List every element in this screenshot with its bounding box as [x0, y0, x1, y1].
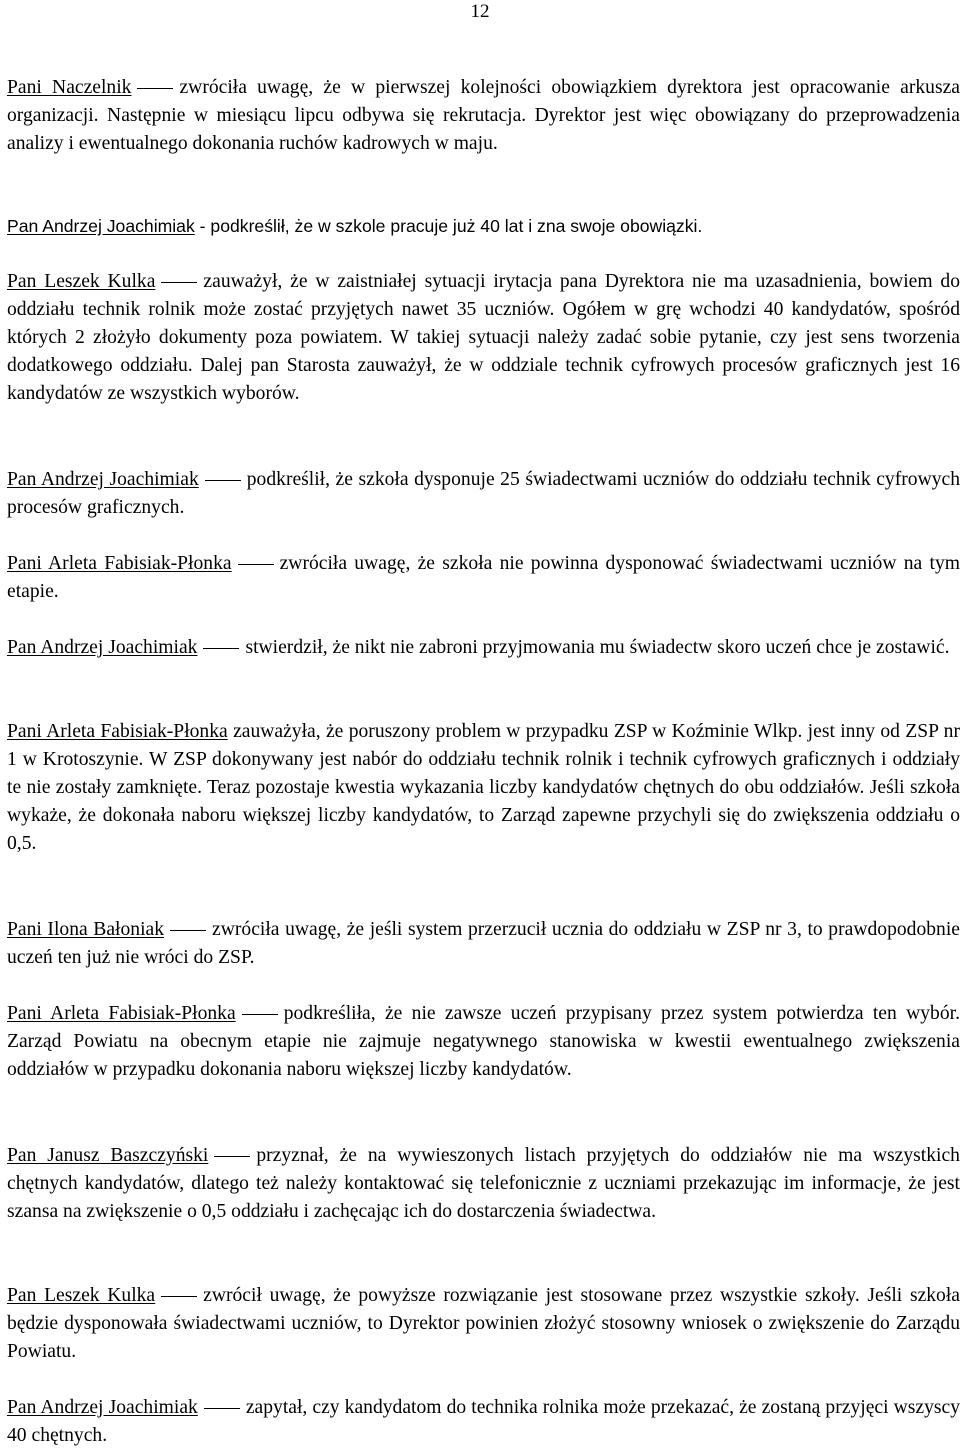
dash-separator	[214, 1156, 250, 1157]
dash-separator	[242, 1014, 278, 1015]
dash-separator	[205, 480, 241, 481]
dash-separator	[170, 930, 206, 931]
paragraph-text: podkreślił, że szkoła dysponuje 25 świadectwami uczniów do oddziału technik cyfrowych procesów graficznych.	[7, 469, 960, 518]
paragraph-text: zapytał, czy kandydatom do technika rolnika może przekazać, że zostaną przyjęci wszyscy 40 chętnych.	[7, 1397, 960, 1446]
paragraph-text: zauważyła, że poruszony problem w przypadku ZSP w Koźminie Wlkp. jest inny od ZSP nr 1 w Krotoszynie. W ZSP dokonywany jest nabór do oddziału technik rolnik i technik cyfrowych graficznych i oddziały te nie zostały zamknięte. Teraz pozostaje kwestia wykazania liczby kandydatów chętnych do obu oddziałów. Jeśli szkoła wykaże, że dokonała naboru większej liczby kandydatów, to Zarząd zapewne przychyli się do zwiększenia oddziału o 0,5.	[7, 721, 960, 854]
paragraph-text: zwrócił uwagę, że powyższe rozwiązanie jest stosowane przez wszystkie szkoły. Jeśli szkoła będzie dysponowała świadectwami uczniów, to Dyrektor powinien złożyć stosowny wniosek o zwiększenie do Zarządu Powiatu.	[7, 1285, 960, 1362]
speaker-name: Pan Andrzej Joachimiak	[7, 216, 195, 236]
speaker-name: Pani Arleta Fabisiak-Płonka	[7, 721, 228, 742]
paragraph-text: zwróciła uwagę, że jeśli system przerzucił ucznia do oddziału w ZSP nr 3, to prawdopodobnie uczeń ten już nie wróci do ZSP.	[7, 919, 960, 968]
paragraph-text: podkreśliła, że nie zawsze uczeń przypisany przez system potwierdza ten wybór. Zarząd Powiatu na obecnym etapie nie zajmuje negatywnego stanowiska w kwestii ewentualnego zwiększenia oddziałów w przypadku dokonania naboru większej liczby kandydatów.	[7, 1003, 960, 1080]
paragraph-10	[7, 1142, 960, 1226]
paragraph-9	[7, 1000, 960, 1084]
paragraph-text: przyznał, że na wywieszonych listach przyjętych do oddziałów nie ma wszystkich chętnych kandydatów, dlatego też należy kontaktować się telefonicznie z uczniami przekazując im informacje, że jest szansa na zwiększenie o 0,5 oddziału i zachęcając ich do dostarczenia świadectwa.	[7, 1145, 960, 1222]
speaker-name: Pan Leszek Kulka	[7, 1285, 156, 1306]
paragraph-5	[7, 550, 960, 606]
paragraph-4	[7, 466, 960, 522]
paragraph-11	[7, 1282, 960, 1366]
dash-separator	[137, 88, 173, 89]
paragraph-3	[7, 268, 960, 408]
paragraph-12	[7, 1394, 960, 1450]
speaker-name: Pan Janusz Baszczyński	[7, 1145, 209, 1166]
hyphen-separator: -	[199, 216, 206, 236]
speaker-name: Pani Arleta Fabisiak-Płonka	[7, 553, 232, 574]
speaker-name: Pan Andrzej Joachimiak	[7, 1397, 198, 1418]
dash-separator	[203, 648, 239, 649]
paragraph-7	[7, 718, 960, 858]
speaker-name: Pani Arleta Fabisiak-Płonka	[7, 1003, 236, 1024]
speaker-name: Pan Leszek Kulka	[7, 271, 156, 292]
paragraph-1	[7, 74, 960, 158]
speaker-name: Pan Andrzej Joachimiak	[7, 637, 198, 658]
dash-separator	[161, 282, 197, 283]
page-number: 12	[470, 1, 490, 22]
speaker-name: Pani Ilona Bałoniak	[7, 919, 165, 940]
dash-separator	[238, 564, 274, 565]
dash-separator	[161, 1296, 197, 1297]
paragraph-8	[7, 916, 960, 972]
paragraph-text: stwierdził, że nikt nie zabroni przyjmowania mu świadectw skoro uczeń chce je zostawić.	[245, 637, 950, 658]
paragraph-6	[7, 634, 960, 662]
paragraph-2	[7, 212, 960, 240]
paragraph-text: zwróciła uwagę, że w pierwszej kolejności obowiązkiem dyrektora jest opracowanie arkusza organizacji. Następnie w miesiącu lipcu odbywa się rekrutacja. Dyrektor jest więc obowiązany do przeprowadzenia analizy i ewentualnego dokonania ruchów kadrowych w maju.	[7, 77, 960, 154]
dash-separator	[204, 1408, 240, 1409]
paragraph-text: zauważył, że w zaistniałej sytuacji irytacja pana Dyrektora nie ma uzasadnienia, bowiem do oddziału technik rolnik może zostać przyjętych nawet 35 uczniów. Ogółem w grę wchodzi 40 kandydatów, spośród których 2 złożyło dokumenty poza powiatem. W takiej sytuacji należy zadać sobie pytanie, czy jest sens tworzenia dodatkowego oddziału. Dalej pan Starosta zauważył, że w oddziale technik cyfrowych procesów graficznych jest 16 kandydatów ze wszystkich wyborów.	[7, 271, 960, 404]
paragraph-text: zwróciła uwagę, że szkoła nie powinna dysponować świadectwami uczniów na tym etapie.	[7, 553, 960, 602]
speaker-name: Pan Andrzej Joachimiak	[7, 469, 199, 490]
paragraph-text: podkreślił, że w szkole pracuje już 40 lat i zna swoje obowiązki.	[210, 216, 703, 236]
speaker-name: Pani Naczelnik	[7, 77, 132, 98]
